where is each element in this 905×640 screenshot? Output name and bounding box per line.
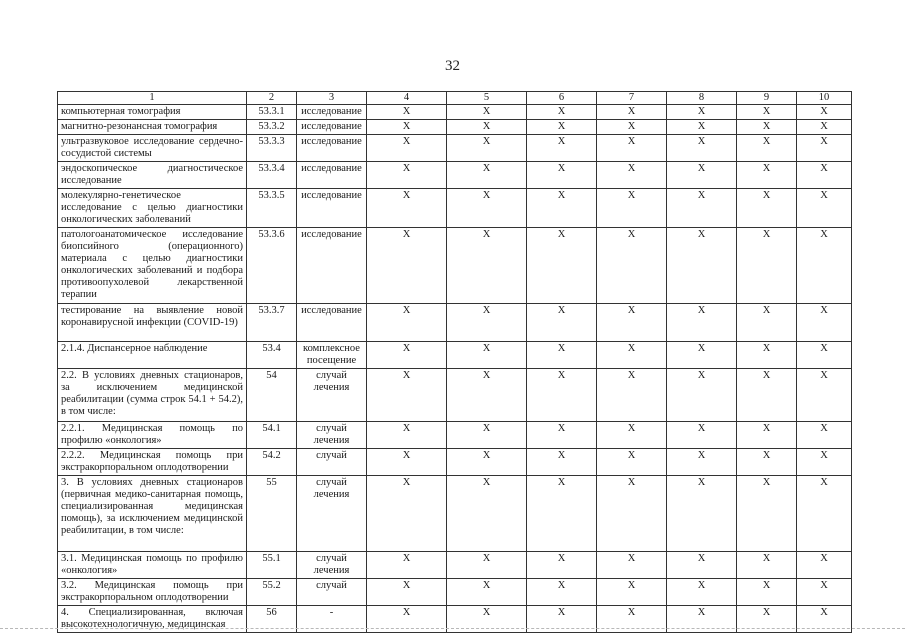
row-mark-cell: Х bbox=[797, 606, 852, 633]
row-mark-cell: Х bbox=[527, 606, 597, 633]
row-name-cell: магнитно-резонансная томография bbox=[58, 120, 247, 135]
row-mark-cell: Х bbox=[367, 342, 447, 369]
row-unit-cell: исследование bbox=[297, 135, 367, 162]
row-mark-cell: Х bbox=[797, 189, 852, 228]
row-mark-cell: Х bbox=[597, 135, 667, 162]
row-name-cell: патологоанатомическое исследование биопсийного (операционного) материала с целью диагностики онкологических заболеваний и подбора противоопухолевой лекарственной терапии bbox=[58, 228, 247, 304]
column-header: 9 bbox=[737, 92, 797, 105]
scan-edge-line bbox=[0, 628, 905, 629]
table-row bbox=[58, 369, 852, 422]
table-row bbox=[58, 579, 852, 606]
row-mark-cell: Х bbox=[737, 120, 797, 135]
row-mark-cell: Х bbox=[527, 162, 597, 189]
row-mark-cell: Х bbox=[737, 606, 797, 633]
row-mark-cell: Х bbox=[367, 135, 447, 162]
row-mark-cell: Х bbox=[527, 422, 597, 449]
row-mark-cell: Х bbox=[527, 552, 597, 579]
row-mark-cell: Х bbox=[597, 606, 667, 633]
row-code-cell: 53.3.7 bbox=[247, 304, 297, 342]
row-unit-cell: исследование bbox=[297, 228, 367, 304]
row-code-cell: 53.3.6 bbox=[247, 228, 297, 304]
row-unit-cell: исследование bbox=[297, 120, 367, 135]
row-mark-cell: Х bbox=[447, 304, 527, 342]
row-mark-cell: Х bbox=[667, 449, 737, 476]
row-mark-cell: Х bbox=[797, 552, 852, 579]
row-name-cell: тестирование на выявление новой коронавирусной инфекции (COVID-19) bbox=[58, 304, 247, 342]
row-mark-cell: Х bbox=[737, 476, 797, 552]
row-unit-cell: исследование bbox=[297, 162, 367, 189]
table-row bbox=[58, 342, 852, 369]
row-name-cell: 2.2. В условиях дневных стационаров, за исключением медицинской реабилитации (сумма строк 54.1 + 54.2), в том числе: bbox=[58, 369, 247, 422]
row-mark-cell: Х bbox=[797, 369, 852, 422]
row-mark-cell: Х bbox=[797, 476, 852, 552]
row-name-cell: молекулярно-генетическое исследование с целью диагностики онкологических заболеваний bbox=[58, 189, 247, 228]
row-mark-cell: Х bbox=[527, 304, 597, 342]
row-mark-cell: Х bbox=[447, 606, 527, 633]
row-mark-cell: Х bbox=[447, 228, 527, 304]
row-code-cell: 55 bbox=[247, 476, 297, 552]
row-mark-cell: Х bbox=[597, 105, 667, 120]
row-code-cell: 53.3.1 bbox=[247, 105, 297, 120]
row-mark-cell: Х bbox=[667, 304, 737, 342]
row-name-cell: ультразвуковое исследование сердечно-сосудистой системы bbox=[58, 135, 247, 162]
row-code-cell: 53.3.3 bbox=[247, 135, 297, 162]
row-mark-cell: Х bbox=[667, 342, 737, 369]
row-name-cell: 2.2.1. Медицинская помощь по профилю «онкология» bbox=[58, 422, 247, 449]
row-name-cell: 3. В условиях дневных стационаров (первичная медико-санитарная помощь, специализированная медицинская помощь), за исключением медицинской реабилитации, в том числе: bbox=[58, 476, 247, 552]
table-row bbox=[58, 105, 852, 120]
row-mark-cell: Х bbox=[797, 304, 852, 342]
row-mark-cell: Х bbox=[667, 552, 737, 579]
row-mark-cell: Х bbox=[797, 579, 852, 606]
row-mark-cell: Х bbox=[527, 476, 597, 552]
row-name-cell: 3.2. Медицинская помощь при экстракорпоральном оплодотворении bbox=[58, 579, 247, 606]
row-mark-cell: Х bbox=[737, 449, 797, 476]
row-mark-cell: Х bbox=[367, 606, 447, 633]
row-unit-cell: исследование bbox=[297, 105, 367, 120]
row-mark-cell: Х bbox=[667, 422, 737, 449]
row-mark-cell: Х bbox=[447, 135, 527, 162]
row-mark-cell: Х bbox=[797, 422, 852, 449]
row-mark-cell: Х bbox=[367, 105, 447, 120]
row-mark-cell: Х bbox=[367, 189, 447, 228]
table-row bbox=[58, 162, 852, 189]
row-mark-cell: Х bbox=[797, 449, 852, 476]
row-mark-cell: Х bbox=[367, 304, 447, 342]
row-mark-cell: Х bbox=[447, 476, 527, 552]
column-header: 1 bbox=[58, 92, 247, 105]
row-mark-cell: Х bbox=[737, 228, 797, 304]
row-mark-cell: Х bbox=[797, 162, 852, 189]
row-mark-cell: Х bbox=[667, 135, 737, 162]
row-code-cell: 53.3.5 bbox=[247, 189, 297, 228]
row-mark-cell: Х bbox=[597, 342, 667, 369]
row-mark-cell: Х bbox=[797, 135, 852, 162]
row-mark-cell: Х bbox=[367, 162, 447, 189]
row-mark-cell: Х bbox=[367, 369, 447, 422]
row-mark-cell: Х bbox=[447, 449, 527, 476]
row-mark-cell: Х bbox=[797, 228, 852, 304]
table-row bbox=[58, 189, 852, 228]
row-mark-cell: Х bbox=[737, 369, 797, 422]
row-mark-cell: Х bbox=[447, 552, 527, 579]
row-mark-cell: Х bbox=[737, 189, 797, 228]
row-unit-cell: случай лечения bbox=[297, 552, 367, 579]
row-unit-cell: случай bbox=[297, 579, 367, 606]
column-header: 3 bbox=[297, 92, 367, 105]
row-mark-cell: Х bbox=[527, 449, 597, 476]
row-mark-cell: Х bbox=[367, 422, 447, 449]
row-unit-cell: случай bbox=[297, 449, 367, 476]
row-mark-cell: Х bbox=[527, 105, 597, 120]
row-unit-cell: случай лечения bbox=[297, 476, 367, 552]
page-number: 32 bbox=[445, 58, 460, 74]
row-mark-cell: Х bbox=[447, 162, 527, 189]
table-row bbox=[58, 476, 852, 552]
table-row bbox=[58, 228, 852, 304]
row-mark-cell: Х bbox=[667, 228, 737, 304]
column-header: 8 bbox=[667, 92, 737, 105]
column-header: 10 bbox=[797, 92, 852, 105]
row-mark-cell: Х bbox=[367, 120, 447, 135]
column-header: 7 bbox=[597, 92, 667, 105]
row-unit-cell: случай лечения bbox=[297, 422, 367, 449]
table-row bbox=[58, 449, 852, 476]
row-mark-cell: Х bbox=[737, 552, 797, 579]
row-mark-cell: Х bbox=[737, 579, 797, 606]
row-mark-cell: Х bbox=[737, 304, 797, 342]
row-mark-cell: Х bbox=[447, 105, 527, 120]
row-mark-cell: Х bbox=[597, 120, 667, 135]
row-mark-cell: Х bbox=[667, 162, 737, 189]
row-mark-cell: Х bbox=[367, 579, 447, 606]
row-name-cell: эндоскопическое диагностическое исследование bbox=[58, 162, 247, 189]
row-mark-cell: Х bbox=[667, 476, 737, 552]
row-mark-cell: Х bbox=[447, 422, 527, 449]
row-code-cell: 55.1 bbox=[247, 552, 297, 579]
row-mark-cell: Х bbox=[597, 422, 667, 449]
row-mark-cell: Х bbox=[527, 135, 597, 162]
row-unit-cell: - bbox=[297, 606, 367, 633]
row-mark-cell: Х bbox=[367, 552, 447, 579]
table-row bbox=[58, 120, 852, 135]
row-mark-cell: Х bbox=[667, 120, 737, 135]
row-mark-cell: Х bbox=[597, 162, 667, 189]
table-row bbox=[58, 135, 852, 162]
row-mark-cell: Х bbox=[597, 304, 667, 342]
row-mark-cell: Х bbox=[367, 449, 447, 476]
row-code-cell: 54.1 bbox=[247, 422, 297, 449]
row-code-cell: 54 bbox=[247, 369, 297, 422]
row-mark-cell: Х bbox=[597, 552, 667, 579]
row-mark-cell: Х bbox=[737, 342, 797, 369]
row-unit-cell: исследование bbox=[297, 304, 367, 342]
row-mark-cell: Х bbox=[367, 476, 447, 552]
row-mark-cell: Х bbox=[447, 189, 527, 228]
row-mark-cell: Х bbox=[527, 120, 597, 135]
row-mark-cell: Х bbox=[797, 342, 852, 369]
row-code-cell: 53.3.2 bbox=[247, 120, 297, 135]
row-mark-cell: Х bbox=[527, 579, 597, 606]
row-mark-cell: Х bbox=[667, 369, 737, 422]
row-mark-cell: Х bbox=[527, 189, 597, 228]
row-mark-cell: Х bbox=[667, 189, 737, 228]
row-mark-cell: Х bbox=[597, 189, 667, 228]
column-header: 5 bbox=[447, 92, 527, 105]
row-mark-cell: Х bbox=[597, 449, 667, 476]
row-mark-cell: Х bbox=[737, 135, 797, 162]
table-row bbox=[58, 304, 852, 342]
row-code-cell: 53.3.4 bbox=[247, 162, 297, 189]
row-mark-cell: Х bbox=[597, 579, 667, 606]
column-header: 6 bbox=[527, 92, 597, 105]
row-mark-cell: Х bbox=[447, 342, 527, 369]
row-mark-cell: Х bbox=[447, 369, 527, 422]
row-unit-cell: исследование bbox=[297, 189, 367, 228]
row-name-cell: 3.1. Медицинская помощь по профилю «онкология» bbox=[58, 552, 247, 579]
row-mark-cell: Х bbox=[527, 228, 597, 304]
row-name-cell: компьютерная томография bbox=[58, 105, 247, 120]
row-mark-cell: Х bbox=[527, 369, 597, 422]
row-mark-cell: Х bbox=[737, 162, 797, 189]
row-name-cell: 2.1.4. Диспансерное наблюдение bbox=[58, 342, 247, 369]
row-code-cell: 53.4 bbox=[247, 342, 297, 369]
row-mark-cell: Х bbox=[527, 342, 597, 369]
row-code-cell: 56 bbox=[247, 606, 297, 633]
row-mark-cell: Х bbox=[597, 476, 667, 552]
row-code-cell: 54.2 bbox=[247, 449, 297, 476]
row-mark-cell: Х bbox=[737, 422, 797, 449]
row-name-cell: 2.2.2. Медицинская помощь при экстракорпоральном оплодотворении bbox=[58, 449, 247, 476]
row-code-cell: 55.2 bbox=[247, 579, 297, 606]
row-mark-cell: Х bbox=[737, 105, 797, 120]
table-header-row bbox=[58, 92, 852, 105]
table-row bbox=[58, 552, 852, 579]
row-mark-cell: Х bbox=[367, 228, 447, 304]
data-table bbox=[57, 91, 852, 633]
row-unit-cell: комплексное посещение bbox=[297, 342, 367, 369]
row-mark-cell: Х bbox=[667, 606, 737, 633]
row-mark-cell: Х bbox=[447, 579, 527, 606]
row-mark-cell: Х bbox=[797, 105, 852, 120]
row-mark-cell: Х bbox=[597, 228, 667, 304]
column-header: 4 bbox=[367, 92, 447, 105]
table-row bbox=[58, 422, 852, 449]
row-name-cell: 4. Специализированная, включая высокотехнологичную, медицинская bbox=[58, 606, 247, 633]
column-header: 2 bbox=[247, 92, 297, 105]
row-mark-cell: Х bbox=[667, 105, 737, 120]
row-mark-cell: Х bbox=[597, 369, 667, 422]
row-unit-cell: случай лечения bbox=[297, 369, 367, 422]
row-mark-cell: Х bbox=[797, 120, 852, 135]
row-mark-cell: Х bbox=[667, 579, 737, 606]
row-mark-cell: Х bbox=[447, 120, 527, 135]
